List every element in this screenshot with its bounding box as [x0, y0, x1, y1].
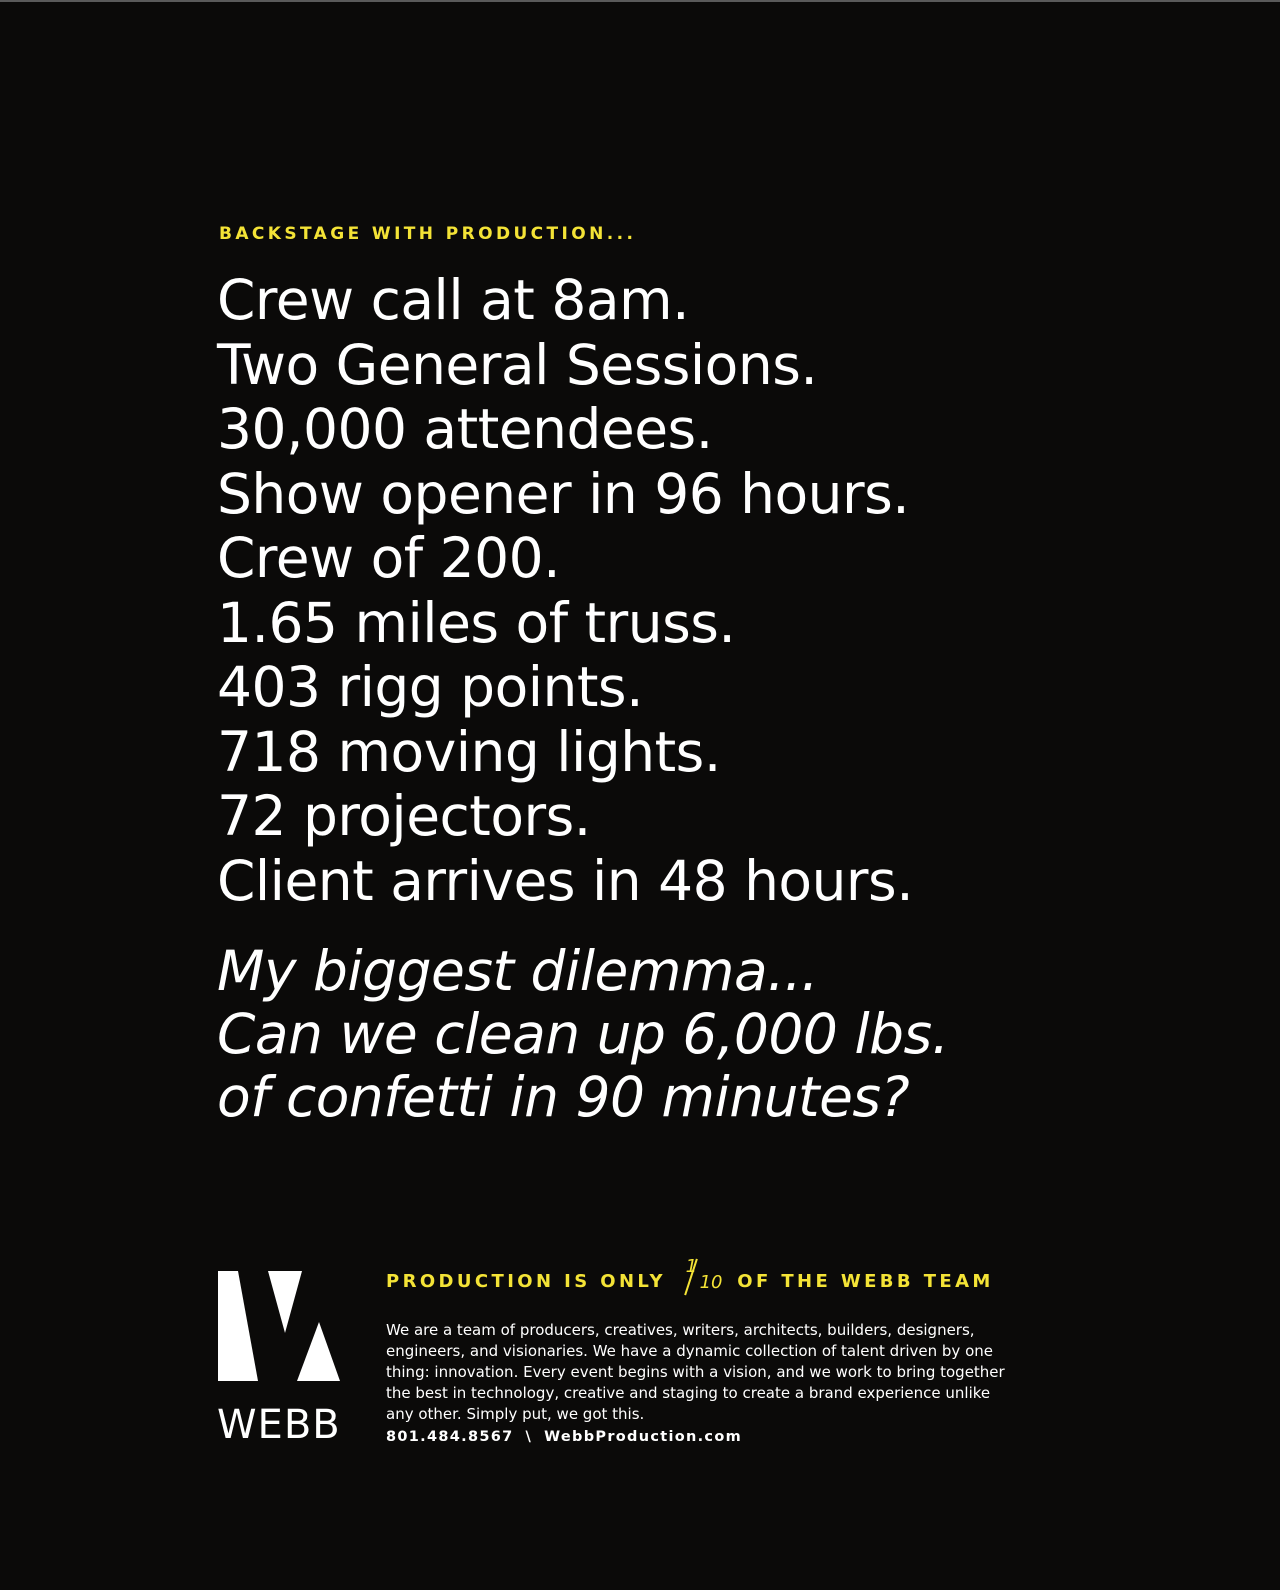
about-line: any other. Simply put, we got this. — [386, 1405, 645, 1423]
fact-line: Crew of 200. — [217, 526, 561, 590]
fraction-denominator: 10 — [699, 1272, 723, 1293]
tagline-before: PRODUCTION IS ONLY — [386, 1271, 666, 1292]
tagline — [386, 1256, 994, 1300]
kicker-heading: BACKSTAGE WITH PRODUCTION... — [219, 224, 637, 244]
about-line: engineers, and visionaries. We have a dynamic collection of talent driven by one — [386, 1342, 993, 1360]
fact-line: 1.65 miles of truss. — [217, 590, 736, 655]
about-line: thing: innovation. Every event begins with a vision, and we work to bring together — [386, 1363, 1005, 1381]
about-line: We are a team of producers, creatives, writers, architects, builders, designers, — [386, 1321, 975, 1339]
contact-line — [386, 1429, 742, 1445]
dilemma-line: Can we clean up 6,000 lbs. — [217, 1002, 949, 1066]
website-link[interactable]: WebbProduction.com — [544, 1429, 742, 1445]
phone-number: 801.484.8567 — [386, 1429, 514, 1445]
about-line: the best in technology, creative and staging to create a brand experience unlike — [386, 1384, 991, 1402]
one-tenth-fraction — [676, 1256, 724, 1293]
dilemma-line: of confetti in 90 minutes? — [217, 1065, 910, 1129]
about-paragraph — [386, 1320, 1066, 1425]
fact-line: Crew call at 8am. — [217, 268, 690, 332]
fact-line: 72 projectors. — [217, 784, 591, 848]
fact-line: Two General Sessions. — [217, 332, 818, 397]
webb-logo-icon — [218, 1271, 340, 1381]
fact-line: 403 rigg points. — [217, 655, 644, 719]
dilemma-line: My biggest dilemma... — [217, 939, 819, 1003]
webb-wordmark: WEBB — [217, 1402, 341, 1448]
contact-separator: \ — [525, 1429, 533, 1445]
dilemma-quote — [217, 940, 949, 1129]
fact-line: 30,000 attendees. — [217, 397, 713, 461]
tagline-after: OF THE WEBB TEAM — [737, 1271, 994, 1292]
facts-list — [217, 268, 913, 913]
top-border — [0, 0, 1280, 2]
fact-line: Show opener in 96 hours. — [217, 461, 910, 526]
fraction-numerator: 1 — [685, 1256, 698, 1277]
fact-line: 718 moving lights. — [217, 719, 721, 784]
fact-line: Client arrives in 48 hours. — [217, 848, 914, 913]
